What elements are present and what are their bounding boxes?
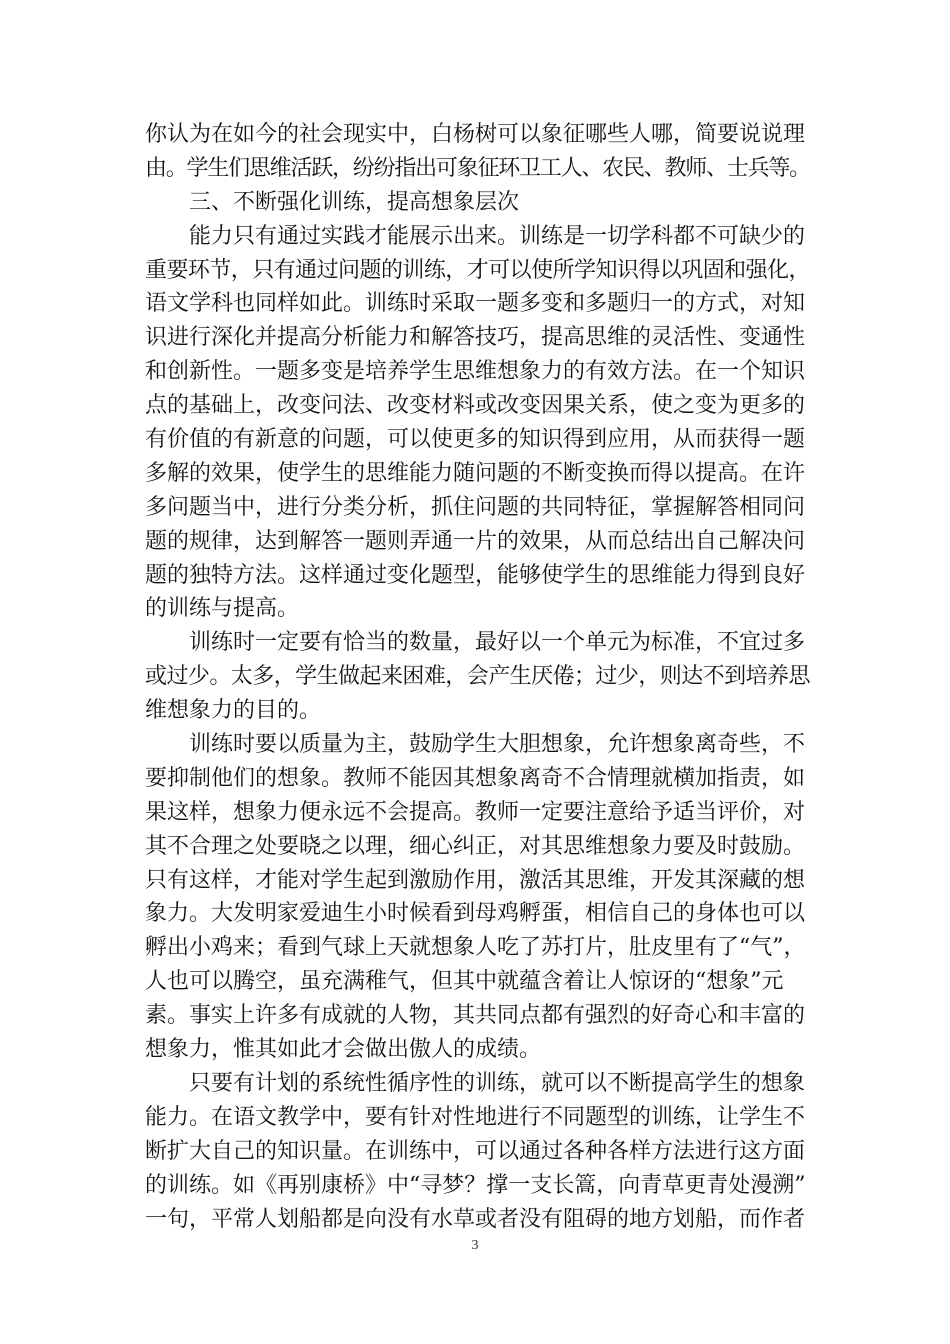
body-text	[145, 118, 810, 1236]
text-line: 题的规律，达到解答一题则弄通一片的效果，从而总结出自己解决问	[145, 528, 806, 554]
text-line: 素。事实上许多有成就的人物，其共同点都有强烈的好奇心和丰富的	[145, 1003, 806, 1029]
page-number: 3	[471, 1238, 479, 1253]
text-line: 想象力，惟其如此才会做出傲人的成绩。	[145, 1037, 542, 1063]
text-line: 其不合理之处要晓之以理，细心纠正，对其思维想象力要及时鼓励。	[145, 833, 806, 859]
text-line: 能力只有通过实践才能展示出来。训练是一切学科都不可缺少的	[189, 223, 806, 249]
text-line: 只有这样，才能对学生起到激励作用，激活其思维，开发其深藏的想	[145, 867, 806, 893]
text-line: 断扩大自己的知识量。在训练中，可以通过各种各样方法进行这方面	[145, 1138, 806, 1164]
text-line: 训练时要以质量为主，鼓励学生大胆想象，允许想象离奇些，不	[189, 732, 806, 758]
text-line: 点的基础上，改变问法、改变材料或改变因果关系，使之变为更多的	[145, 393, 806, 419]
text-line: 果这样，想象力便永远不会提高。教师一定要注意给予适当评价，对	[145, 799, 806, 825]
text-line: 孵出小鸡来；看到气球上天就想象人吃了苏打片，肚皮里有了“气”，	[145, 935, 806, 961]
text-line: 和创新性。一题多变是培养学生思维想象力的有效方法。在一个知识	[145, 359, 806, 385]
text-line: 多解的效果，使学生的思维能力随问题的不断变换而得以提高。在许	[145, 460, 806, 486]
text-line: 识进行深化并提高分析能力和解答技巧，提高思维的灵活性、变通性	[145, 325, 806, 351]
text-line: 象力。大发明家爱迪生小时候看到母鸡孵蛋，相信自己的身体也可以	[145, 901, 806, 927]
text-line: 的训练。如《再别康桥》中“寻梦？撑一支长篙，向青草更青处漫溯”	[145, 1172, 806, 1198]
text-line: 多问题当中，进行分类分析，抓住问题的共同特征，掌握解答相同问	[145, 494, 806, 520]
text-line: 能力。在语文教学中，要有针对性地进行不同题型的训练，让学生不	[145, 1104, 806, 1130]
text-line: 维想象力的目的。	[145, 698, 322, 724]
text-line: 重要环节，只有通过问题的训练，才可以使所学知识得以巩固和强化，	[145, 257, 810, 283]
text-line: 只要有计划的系统性循序性的训练，就可以不断提高学生的想象	[189, 1070, 806, 1096]
text-line: 有价值的有新意的问题，可以使更多的知识得到应用，从而获得一题	[145, 427, 806, 453]
text-line: 人也可以腾空，虽充满稚气，但其中就蕴含着让人惊讶的“想象”元	[145, 969, 784, 995]
text-line: 的训练与提高。	[145, 596, 300, 622]
text-line: 或过少。太多，学生做起来困难，会产生厌倦；过少，则达不到培养思	[145, 664, 810, 690]
text-line: 三、不断强化训练，提高想象层次	[189, 189, 520, 215]
text-line: 一句，平常人划船都是向没有水草或者没有阻碍的地方划船，而作者	[145, 1206, 806, 1232]
text-line: 由。学生们思维活跃，纷纷指出可象征环卫工人、农民、教师、士兵等。	[145, 155, 810, 181]
text-line: 题的独特方法。这样通过变化题型，能够使学生的思维能力得到良好	[145, 562, 806, 588]
text-line: 你认为在如今的社会现实中，白杨树可以象征哪些人哪，简要说说理	[145, 122, 806, 147]
text-line: 要抑制他们的想象。教师不能因其想象离奇不合情理就横加指责，如	[145, 765, 806, 791]
text-line: 训练时一定要有恰当的数量，最好以一个单元为标准，不宜过多	[189, 630, 806, 656]
text-line: 语文学科也同样如此。训练时采取一题多变和多题归一的方式，对知	[145, 291, 806, 317]
